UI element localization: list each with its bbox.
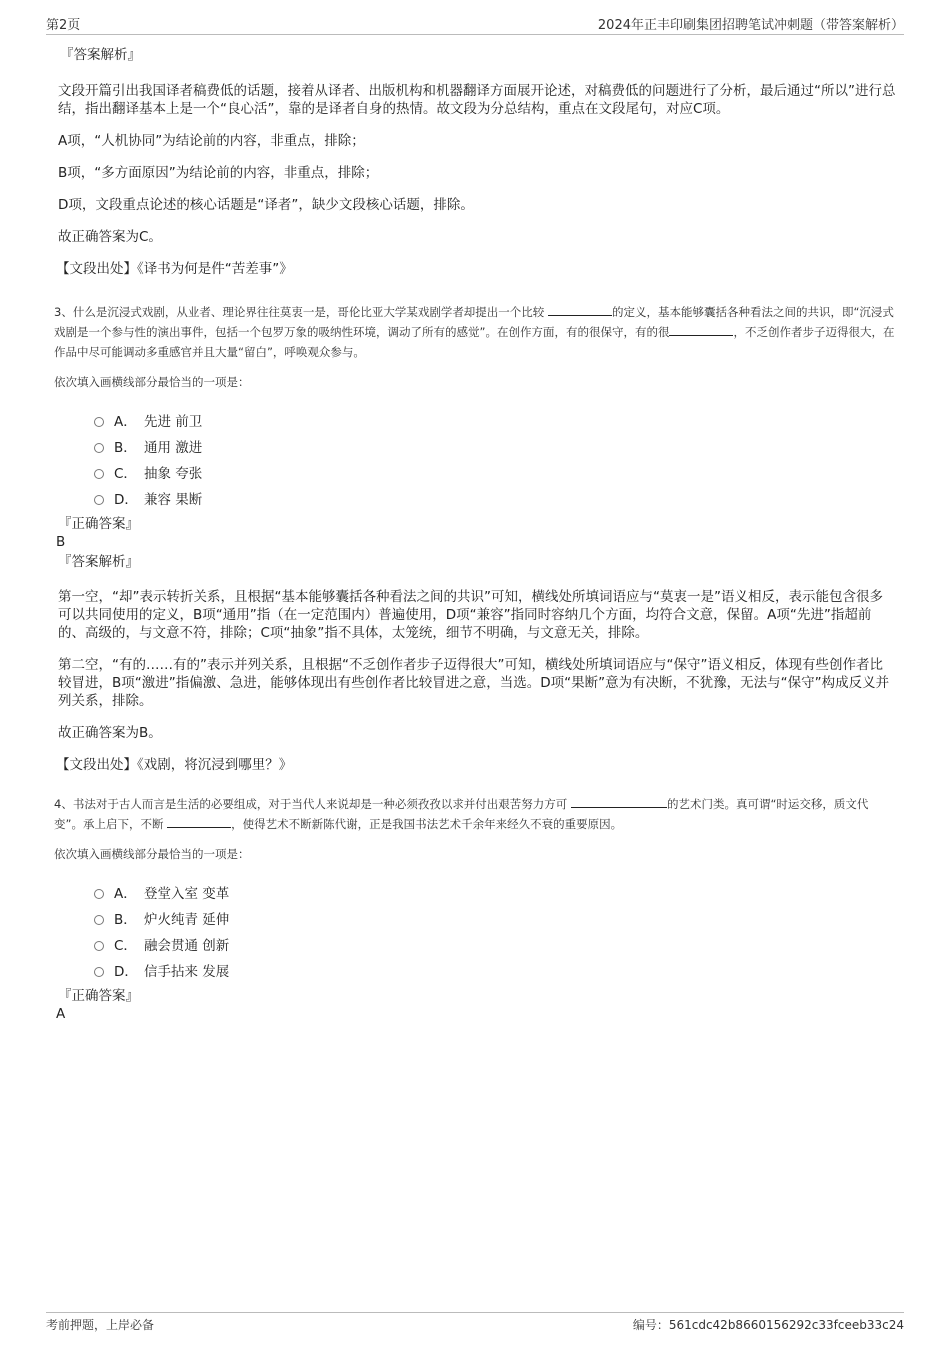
option-c[interactable]: C． 抽象 夸张 [94,459,896,485]
analysis-paragraph: B项，“多方面原因”为结论前的内容，非重点，排除； [58,165,379,181]
analysis-paragraph: 第一空，“却”表示转折关系，且根据“基本能够囊括各种看法之间的共识”可知，横线处所填词语应与“莫衷一是”语义相反，表示能包含很多可以共同使用的定义，B项“通用”指（在一定范围内）普遍使用，D项“兼容”指同时容纳几个方面，均符合文意，保留。A项“先进”指超前的、高级的，与文意不符，排除；C项“抽象”指不具体，太笼统，细节不明确，与文意无关，排除。 [58,589,883,641]
option-c[interactable]: C． 融会贯通 创新 [94,931,896,957]
question-prompt: 依次填入画横线部分最恰当的一项是： [54,375,250,389]
page-header [46,14,904,35]
fill-blank [167,815,231,828]
radio-button[interactable] [94,941,104,951]
option-b[interactable]: B． 通用 激进 [94,433,896,459]
question-3 [54,302,896,774]
option-d[interactable]: D． 兼容 果断 [94,485,896,511]
page-footer [46,1312,904,1335]
source-citation: 【文段出处】《译书为何是件“苦差事”》 [56,261,293,277]
correct-answer-label: 『正确答案』 [58,516,139,532]
option-b[interactable]: B． 炉火纯青 延伸 [94,905,896,931]
answer-conclusion: 故正确答案为B。 [58,725,162,741]
option-a[interactable]: A． 登堂入室 变革 [94,879,896,905]
radio-button[interactable] [94,889,104,899]
question-4 [54,794,896,1023]
options-list [54,407,896,511]
option-a[interactable]: A． 先进 前卫 [94,407,896,433]
radio-button[interactable] [94,443,104,453]
options-list [54,879,896,983]
source-citation: 【文段出处】《戏剧，将沉浸到哪里？》 [56,757,293,773]
option-d[interactable]: D． 信手拈来 发展 [94,957,896,983]
correct-answer: A [56,1006,66,1022]
answer-conclusion: 故正确答案为C。 [58,229,162,245]
radio-button[interactable] [94,417,104,427]
analysis-paragraph: 文段开篇引出我国译者稿费低的话题，接着从译者、出版机构和机器翻译方面展开论述，对稿费低的问题进行了分析，最后通过“所以”进行总结，指出翻译基本上是一个“良心活”，靠的是译者自身的热情。故文段为分总结构，重点在文段尾句，对应C项。 [58,83,896,117]
document-title: 2024年正丰印刷集团招聘笔试冲刺题（带答案解析） [597,18,904,33]
analysis-paragraph: 第二空，“有的……有的”表示并列关系，且根据“不乏创作者步子迈得很大”可知，横线处所填词语应与“保守”语义相反，体现有些创作者比较冒进，B项“激进”指偏激、急进，能够体现出有些创作者比较冒进之意，当选。D项“果断”意为有决断，不犹豫，无法与“保守”构成反义并列关系，排除。 [58,657,890,709]
question-stem: 4、书法对于古人而言是生活的必要组成，对于当代人来说却是一种必须孜孜以求并付出艰苦努力方可 的艺术门类。真可谓“时运交移，质文代变”。承上启下，不断 ，使得艺术不断新陈代谢，正是我国书法艺术千余年来经久不衰的重要原因。 [54,797,869,831]
question-stem: 3、什么是沉浸式戏剧，从业者、理论界往往莫衷一是，哥伦比亚大学某戏剧学者却提出一个比较 的定义，基本能够囊括各种看法之间的共识，即“沉浸式戏剧是一个参与性的演出事件，包括一个包罗万象的吸纳性环境，调动了所有的感觉”。在创作方面，有的很保守，有的很 ，不乏创作者步子迈得很大，在作品中尽可能调动多重感官并且大量“留白”，呼唤观众参与。 [54,305,895,359]
page-number: 第2页 [46,18,81,33]
document-content [56,46,896,1023]
fill-blank [548,303,612,316]
question-prompt: 依次填入画横线部分最恰当的一项是： [54,847,250,861]
analysis-paragraph: D项，文段重点论述的核心话题是“译者”，缺少文段核心话题，排除。 [58,197,474,213]
analysis-label: 『答案解析』 [58,554,139,570]
fill-blank [571,795,667,808]
analysis-label: 『答案解析』 [60,47,141,63]
radio-button[interactable] [94,469,104,479]
analysis-paragraph: A项，“人机协同”为结论前的内容，非重点，排除； [58,133,365,149]
question-2-analysis [56,46,896,278]
correct-answer-label: 『正确答案』 [58,988,139,1004]
radio-button[interactable] [94,967,104,977]
fill-blank [669,323,733,336]
footer-slogan: 考前押题，上岸必备 [46,1318,155,1332]
radio-button[interactable] [94,495,104,505]
radio-button[interactable] [94,915,104,925]
correct-answer: B [56,534,66,550]
document-code: 编号：561cdc42b8660156292c33fceeb33c24 [632,1318,904,1332]
